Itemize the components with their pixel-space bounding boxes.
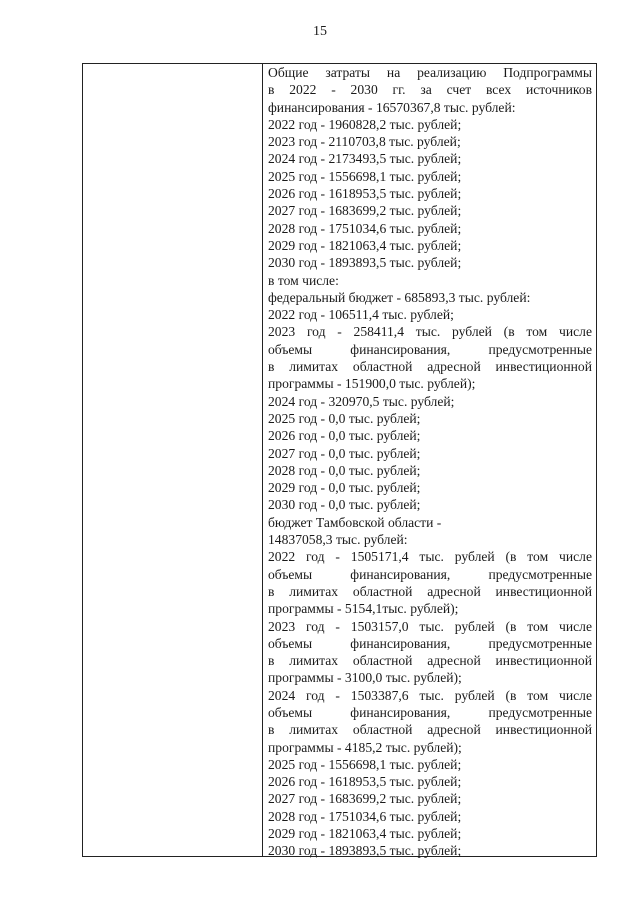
text-line: 2027 год - 0,0 тыс. рублей; bbox=[268, 445, 421, 461]
text-line: в лимитах областной адресной инвестиционной bbox=[268, 653, 592, 669]
text-line: 2026 год - 1618953,5 тыс. рублей; bbox=[268, 186, 462, 202]
text-line: 2023 год - 2110703,8 тыс. рублей; bbox=[268, 134, 461, 150]
text-line: 2028 год - 0,0 тыс. рублей; bbox=[268, 462, 421, 478]
text-line: программы - 4185,2 тыс. рублей); bbox=[268, 739, 462, 755]
label-column bbox=[83, 64, 263, 856]
text-line: в лимитах областной адресной инвестиционной bbox=[268, 583, 592, 599]
text-line: программы - 5154,1тыс. рублей); bbox=[268, 601, 459, 617]
text-line: 2024 год - 1503387,6 тыс. рублей (в том числе bbox=[268, 687, 592, 703]
text-line: 2022 год - 106511,4 тыс. рублей; bbox=[268, 307, 454, 323]
text-line: объемы финансирования, предусмотренные bbox=[268, 566, 592, 582]
text-line: объемы финансирования, предусмотренные bbox=[268, 341, 592, 357]
text-line: в 2022 - 2030 гг. за счет всех источников bbox=[268, 82, 592, 98]
text-line: 14837058,3 тыс. рублей: bbox=[268, 532, 408, 548]
text-line: в лимитах областной адресной инвестиционной bbox=[268, 722, 592, 738]
text-line: бюджет Тамбовской области - bbox=[268, 514, 442, 530]
text-line: программы - 3100,0 тыс. рублей); bbox=[268, 670, 462, 686]
text-line: 2029 год - 1821063,4 тыс. рублей; bbox=[268, 237, 462, 253]
text-line: 2023 год - 258411,4 тыс. рублей (в том числе bbox=[268, 324, 592, 340]
text-line: федеральный бюджет - 685893,3 тыс. рублей: bbox=[268, 289, 531, 305]
text-line: 2022 год - 1505171,4 тыс. рублей (в том числе bbox=[268, 549, 592, 565]
text-line: финансирования - 16570367,8 тыс. рублей: bbox=[268, 99, 516, 115]
text-line: объемы финансирования, предусмотренные bbox=[268, 704, 592, 720]
text-line: объемы финансирования, предусмотренные bbox=[268, 635, 592, 651]
text-line: в том числе: bbox=[268, 272, 339, 288]
text-line: 2024 год - 320970,5 тыс. рублей; bbox=[268, 393, 455, 409]
text-line: 2025 год - 1556698,1 тыс. рублей; bbox=[268, 168, 462, 184]
text-line: 2026 год - 1618953,5 тыс. рублей; bbox=[268, 774, 462, 790]
text-line: 2028 год - 1751034,6 тыс. рублей; bbox=[268, 220, 462, 236]
text-line: 2022 год - 1960828,2 тыс. рублей; bbox=[268, 116, 462, 132]
text-line: 2030 год - 1893893,5 тыс. рублей; bbox=[268, 843, 462, 859]
text-line: 2027 год - 1683699,2 тыс. рублей; bbox=[268, 791, 462, 807]
text-line: 2028 год - 1751034,6 тыс. рублей; bbox=[268, 808, 462, 824]
text-line: 2030 год - 0,0 тыс. рублей; bbox=[268, 497, 421, 513]
text-line: 2026 год - 0,0 тыс. рублей; bbox=[268, 428, 421, 444]
text-line: 2029 год - 0,0 тыс. рублей; bbox=[268, 480, 421, 496]
text-line: 2029 год - 1821063,4 тыс. рублей; bbox=[268, 826, 462, 842]
funding-text-column bbox=[263, 64, 596, 859]
text-line: программы - 151900,0 тыс. рублей); bbox=[268, 376, 476, 392]
text-line: 2025 год - 1556698,1 тыс. рублей; bbox=[268, 756, 462, 772]
program-funding-table bbox=[82, 63, 597, 857]
page-number: 15 bbox=[313, 24, 327, 39]
text-line: 2024 год - 2173493,5 тыс. рублей; bbox=[268, 151, 462, 167]
text-line: 2023 год - 1503157,0 тыс. рублей (в том числе bbox=[268, 618, 592, 634]
text-line: 2027 год - 1683699,2 тыс. рублей; bbox=[268, 203, 462, 219]
text-line: 2025 год - 0,0 тыс. рублей; bbox=[268, 410, 421, 426]
text-line: 2030 год - 1893893,5 тыс. рублей; bbox=[268, 255, 462, 271]
text-line: в лимитах областной адресной инвестиционной bbox=[268, 359, 592, 375]
text-line: Общие затраты на реализацию Подпрограммы bbox=[268, 65, 592, 80]
